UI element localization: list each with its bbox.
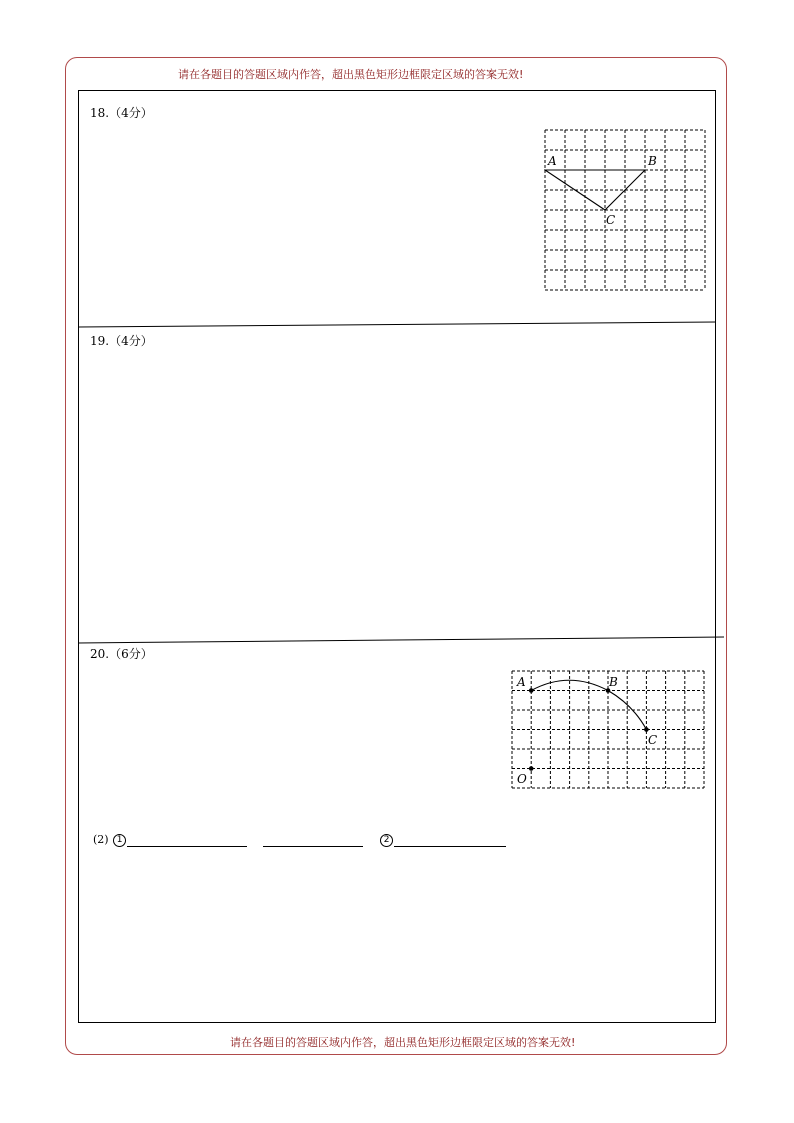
answer-blank-2[interactable] [263,834,363,847]
circle-number-1: 1 [113,834,126,847]
point-b-label: B [609,675,618,689]
point-c-label: C [606,213,616,227]
question-18-label: 18.（4分） [90,106,153,120]
point-a [529,688,534,693]
part2-prefix: (2) [93,833,109,846]
question-18-grid-figure [544,129,706,291]
question-20-part2 [93,833,506,847]
point-c-label: C [648,733,658,747]
point-c [644,727,649,732]
circle-number-2: 2 [380,834,393,847]
point-b-label: B [648,154,657,168]
point-o-label: O [517,772,527,786]
point-o [529,766,534,771]
question-20-label: 20.（6分） [90,647,153,661]
question-20-grid-figure [511,670,705,790]
footer-warning: 请在各题目的答题区域内作答，超出黑色矩形边框限定区域的答案无效! [230,1036,576,1049]
header-warning: 请在各题目的答题区域内作答，超出黑色矩形边框限定区域的答案无效! [178,68,524,81]
point-a-label: A [548,154,557,168]
answer-blank-1[interactable] [127,834,247,847]
answer-blank-3[interactable] [394,834,506,847]
question-19-label: 19.（4分） [90,334,153,348]
point-a-label: A [517,675,526,689]
